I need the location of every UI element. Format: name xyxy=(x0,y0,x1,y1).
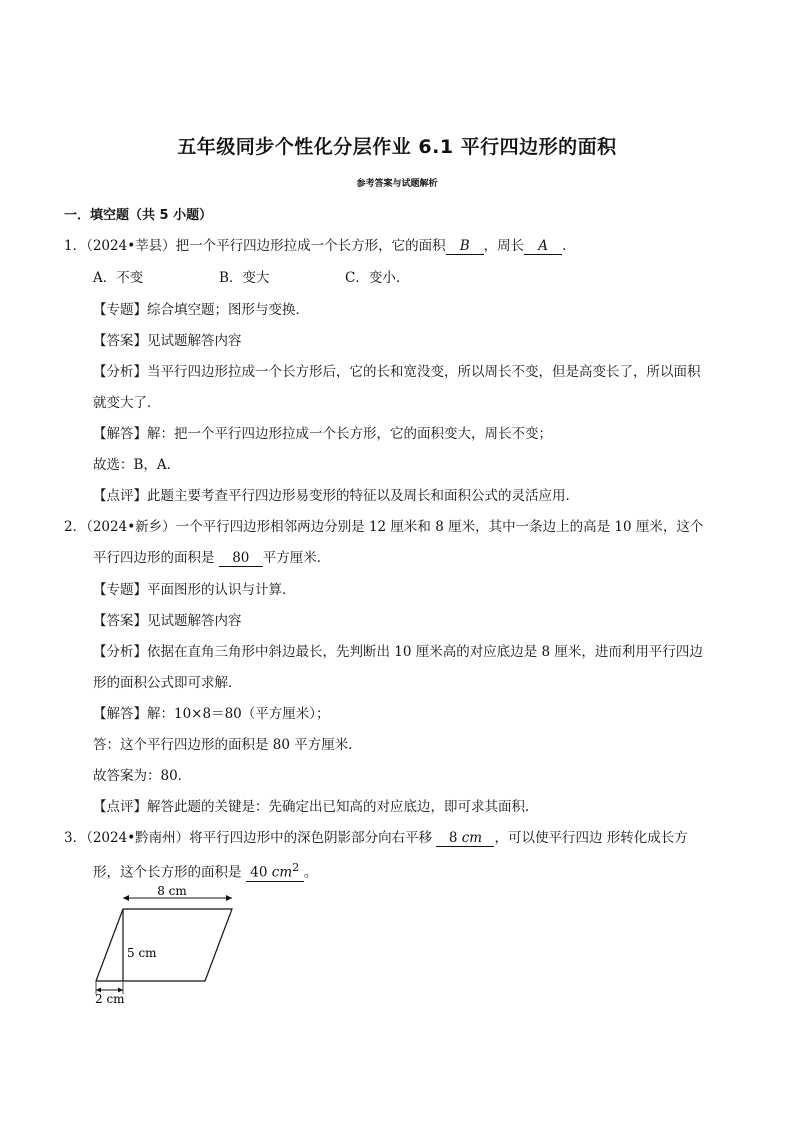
top-arrow-left xyxy=(123,895,129,901)
q1-analysis-cont: 就变大了． xyxy=(93,395,161,411)
q3-stem: 3．（2024•黔南州）将平行四边形中的深色阴影部分向右平移 8 cm ，可以使平行四边 形转化成长方 xyxy=(64,830,688,846)
page-title: 五年级同步个性化分层作业 6.1 平行四边形的面积 xyxy=(177,136,617,158)
q1-solution: 【解答】解：把一个平行四边形拉成一个长方形，它的面积变大，周长不变； xyxy=(93,426,552,442)
q1-option-c: C．变小． xyxy=(345,270,410,286)
q1-blank-area: B xyxy=(446,239,484,255)
q2-analysis: 【分析】依据在直角三角形中斜边最长，先判断出 10 厘米高的对应底边是 8 厘米，进而利用平行四边 xyxy=(93,644,703,660)
q2-stem: 2．（2024•新乡）一个平行四边形相邻两边分别是 12 厘米和 8 厘米，其中一条边上的高是 10 厘米，这个 xyxy=(64,519,704,535)
q2-comment: 【点评】解答此题的关键是：先确定出已知高的对应底边，即可求其面积． xyxy=(93,799,539,815)
q1-option-b: B．变大 xyxy=(219,270,270,286)
q2-reply: 答：这个平行四边形的面积是 80 平方厘米． xyxy=(93,737,362,753)
q1-blank-perimeter: A xyxy=(524,239,562,255)
q2-answer: 【答案】见试题解答内容 xyxy=(93,613,242,629)
top-length-label: 8 cm xyxy=(157,884,187,898)
q2-solution: 【解答】解：10×8＝80（平方厘米）； xyxy=(93,706,330,722)
q1-comment: 【点评】此题主要考查平行四边形易变形的特征以及周长和面积公式的灵活应用． xyxy=(93,488,579,504)
top-arrow-right xyxy=(226,895,232,901)
q1-option-a: A．不变 xyxy=(93,270,144,286)
q2-topic: 【专题】平面图形的认识与计算． xyxy=(93,582,296,598)
page-subtitle: 参考答案与试题解析 xyxy=(356,179,438,189)
q1-options xyxy=(93,269,471,287)
height-label: 5 cm xyxy=(127,946,157,960)
q1-stem: 1．（2024•莘县）把一个平行四边形拉成一个长方形，它的面积 B ，周长 A ． xyxy=(64,238,576,254)
q1-analysis: 【分析】当平行四边形拉成一个长方形后，它的长和宽没变，所以周长不变，但是高变长了，所以面积 xyxy=(93,364,701,380)
parallelogram-figure xyxy=(88,884,248,1004)
q2-analysis-cont: 形的面积公式即可求解． xyxy=(93,675,242,691)
q1-choice: 故选：B，A． xyxy=(93,457,181,473)
q1-answer: 【答案】见试题解答内容 xyxy=(93,333,242,349)
parallelogram-shape xyxy=(96,909,232,981)
q2-final: 故答案为：80． xyxy=(93,768,192,784)
q3-stem-cont: 形，这个长方形的面积是 40 $cm^2$ 。 xyxy=(93,861,318,881)
base-length-label: 2 cm xyxy=(95,992,125,1004)
section-heading: 一．填空题（共 5 小题） xyxy=(64,208,213,223)
q3-blank-area: 40 $cm^2$ xyxy=(246,860,304,882)
q2-blank-area: 80 xyxy=(219,551,263,567)
q2-stem-cont: 平行四边形的面积是 80 平方厘米． xyxy=(93,550,331,566)
q3-blank-shift: 8 cm xyxy=(436,831,494,847)
q1-topic: 【专题】综合填空题；图形与变换． xyxy=(93,302,309,318)
